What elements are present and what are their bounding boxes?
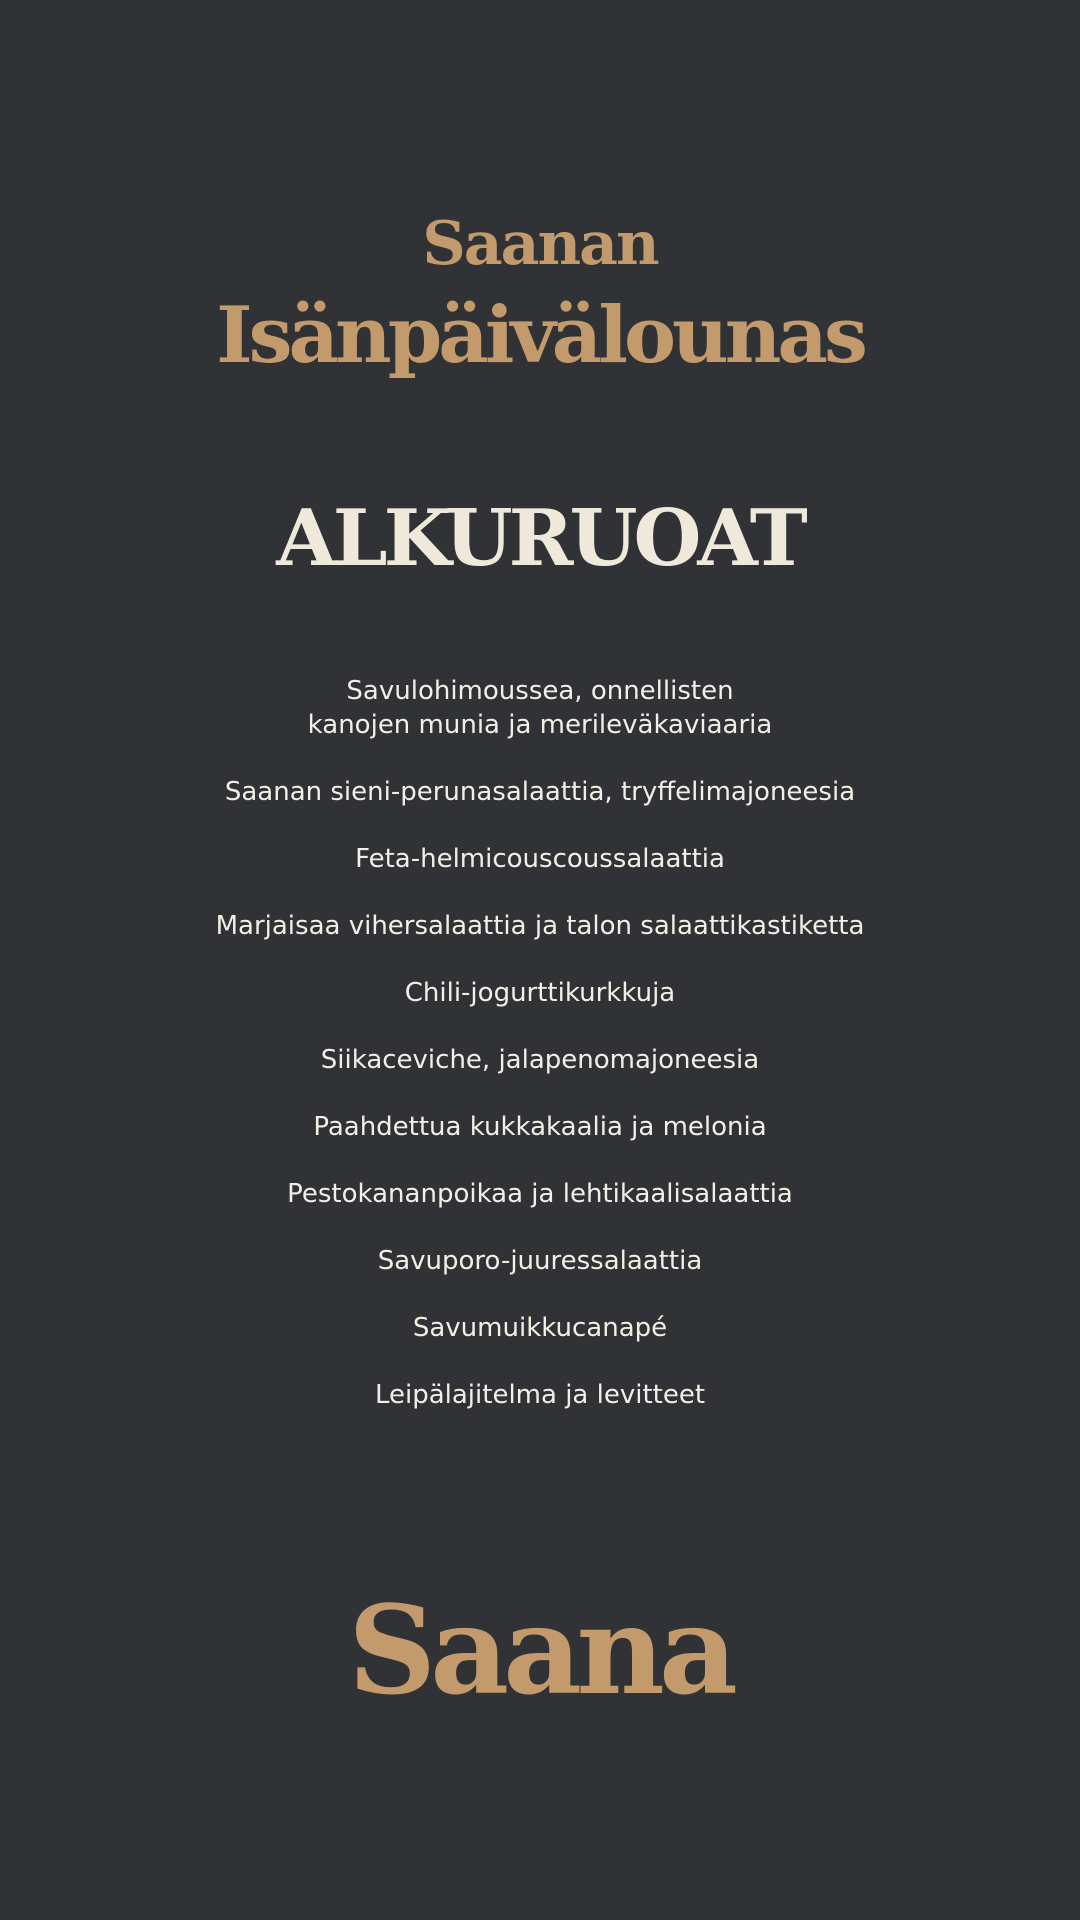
menu-item-line: Leipälajitelma ja levitteet xyxy=(374,1380,706,1410)
menu-item xyxy=(0,674,1080,742)
menu-item xyxy=(0,909,1080,943)
section-title-starters: ALKURUOAT xyxy=(276,493,804,584)
menu-item-line: Paahdettua kukkakaalia ja melonia xyxy=(313,1112,767,1142)
event-title: Isänpäivälounas xyxy=(216,290,864,381)
menu-item-line: Savumuikkucanapé xyxy=(412,1313,668,1343)
menu-item xyxy=(0,1311,1080,1345)
menu-item xyxy=(0,1110,1080,1144)
menu-item-line: Siikaceviche, jalapenomajoneesia xyxy=(320,1045,760,1075)
menu-item-line: Chili-jogurttikurkkuja xyxy=(404,978,676,1008)
menu-item-line: Saanan sieni-perunasalaattia, tryffelimajoneesia xyxy=(224,777,856,807)
menu-item xyxy=(0,842,1080,876)
menu-item-line: Savulohimoussea, onnellisten xyxy=(346,676,734,706)
menu-item xyxy=(0,775,1080,809)
menu-item-line: Feta-helmicouscoussalaattia xyxy=(355,844,725,874)
menu-item xyxy=(0,1378,1080,1412)
menu-item-line: kanojen munia ja merileväkaviaaria xyxy=(307,710,773,740)
menu-item-line: Pestokananpoikaa ja lehtikaalisalaattia xyxy=(287,1179,793,1209)
menu-item xyxy=(0,1043,1080,1077)
menu-item-line: Marjaisaa vihersalaattia ja talon salaattikastiketta xyxy=(215,911,865,941)
restaurant-name-title: Saanan xyxy=(422,209,658,279)
menu-item xyxy=(0,1244,1080,1278)
starters-menu-list xyxy=(0,674,1080,1445)
menu-item xyxy=(0,1177,1080,1211)
saana-logo: Saana xyxy=(348,1578,732,1722)
menu-item-line: Savuporo-juuressalaattia xyxy=(377,1246,703,1276)
menu-item xyxy=(0,976,1080,1010)
